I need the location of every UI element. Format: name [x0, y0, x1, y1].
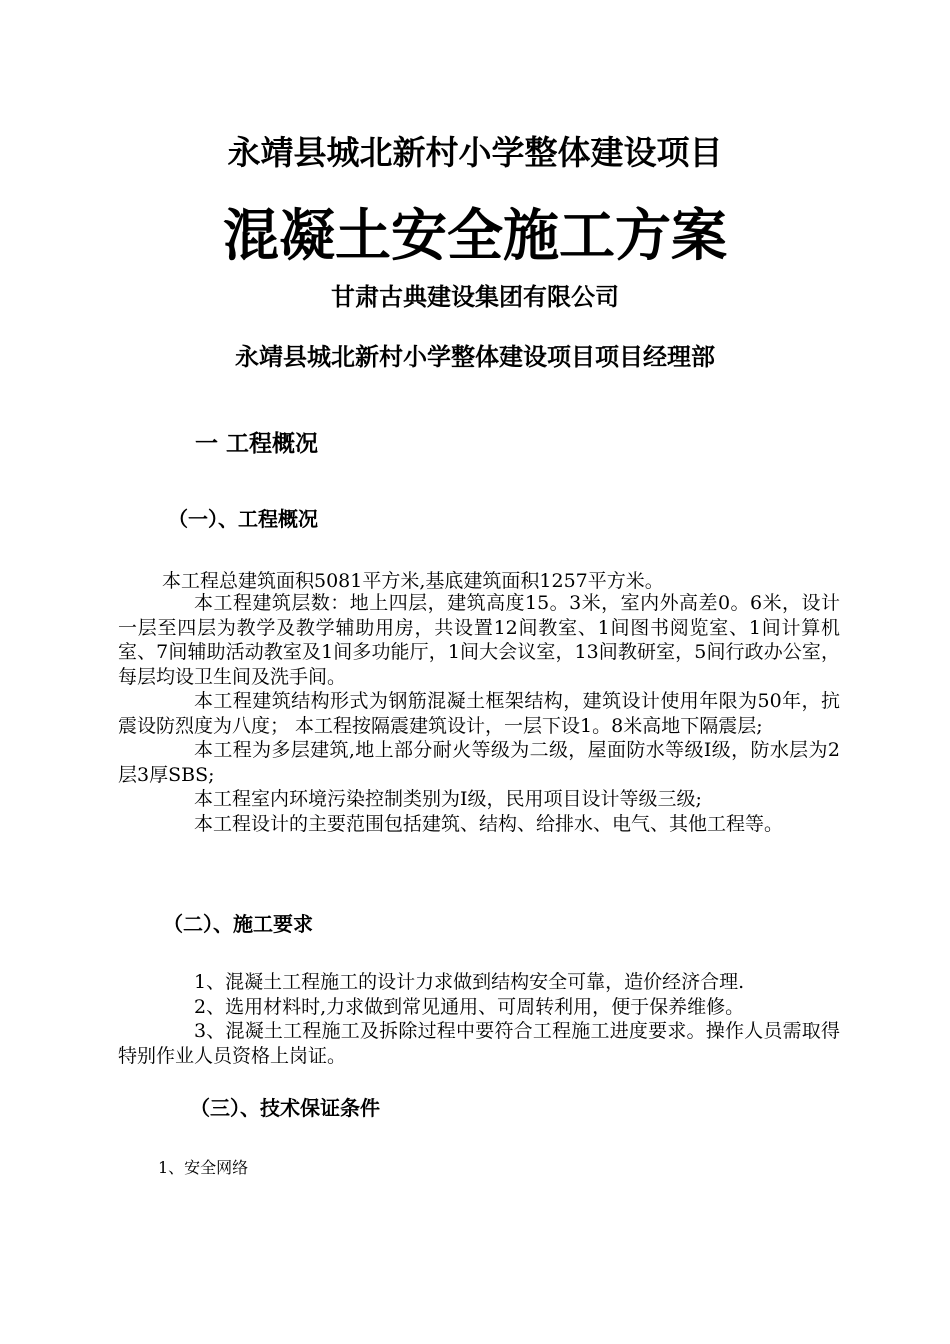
paragraph: 本工程建筑层数：地上四层，建筑高度15。3米，室内外高差0。6米，设计一层至四层为教学及教学辅助用房，共设置12间教室、1间图书阅览室、1间计算机室、7间辅助活动教室及1间多功能厅，1间大会议室，13间教研室，5间行政办公室，每层均设卫生间及洗手间。	[118, 592, 840, 688]
paragraph: 本工程设计的主要范围包括建筑、结构、给排水、电气、其他工程等。	[194, 812, 784, 835]
paragraph: 本工程为多层建筑,地上部分耐火等级为二级，屋面防水等级I级，防水层为2层3厚SBS;	[118, 739, 840, 786]
paragraph: 本工程建筑结构形式为钢筋混凝土框架结构，建筑设计使用年限为50年，抗震设防烈度为八度； 本工程按隔震建筑设计，一层下设1。8米高地下隔震层;	[118, 690, 840, 737]
paragraph: 3、混凝土工程施工及拆除过程中要符合工程施工进度要求。操作人员需取得特别作业人员资格上岗证。	[118, 1020, 840, 1067]
subsection-heading-overview: （一）、工程概况	[168, 507, 318, 531]
section-heading: 一 工程概况	[195, 430, 319, 457]
paragraph: 1、混凝土工程施工的设计力求做到结构安全可靠，造价经济合理.	[194, 971, 745, 993]
subsection-heading-technical: （三）、技术保证条件	[190, 1096, 380, 1120]
paragraph: 本工程室内环境污染控制类别为I级，民用项目设计等级三级;	[194, 788, 702, 810]
subsection-heading-requirements: （二）、施工要求	[163, 912, 313, 936]
document-title: 混凝土安全施工方案	[223, 203, 727, 269]
department-name: 永靖县城北新村小学整体建设项目项目经理部	[235, 342, 715, 371]
paragraph: 本工程总建筑面积5081平方米,基底建筑面积1257平方米。	[162, 570, 664, 592]
list-item: 1、安全网络	[158, 1158, 249, 1177]
project-title: 永靖县城北新村小学整体建设项目	[227, 133, 723, 172]
requirements-paragraphs	[118, 970, 840, 1068]
overview-paragraphs	[118, 591, 840, 836]
paragraph: 2、选用材料时,力求做到常见通用、可周转利用，便于保养维修。	[194, 995, 745, 1018]
company-name: 甘肃古典建设集团有限公司	[331, 282, 619, 311]
